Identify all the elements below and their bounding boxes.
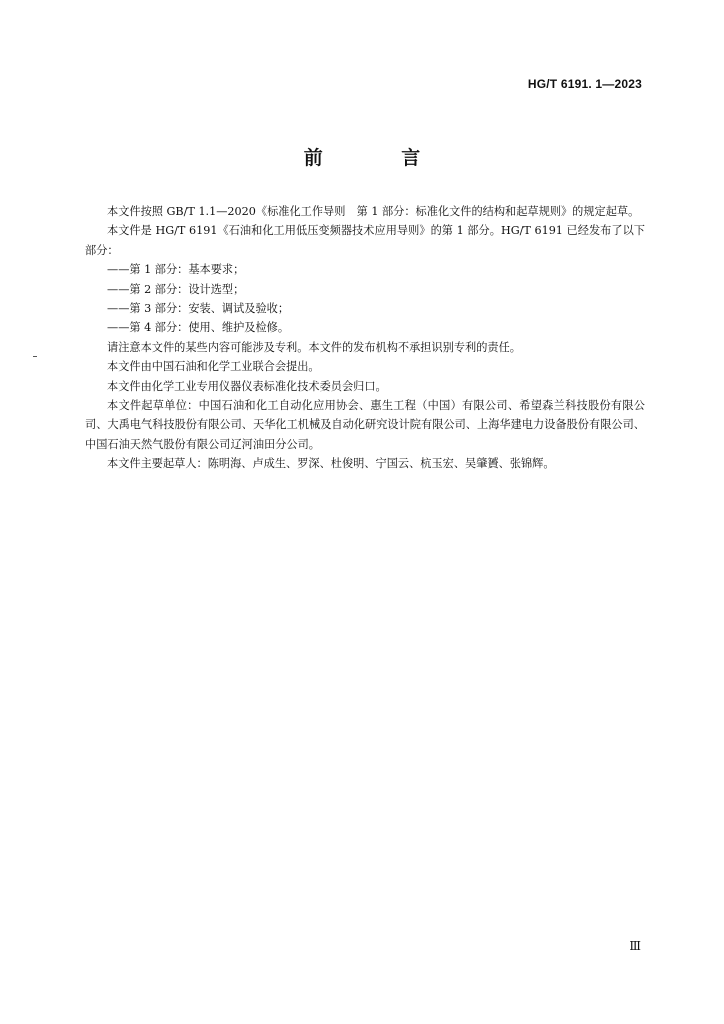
page-number: Ⅲ xyxy=(629,939,641,953)
paragraph-series-intro: 本文件是 HG/T 6191《石油和化工用低压变频器技术应用导则》的第 1 部分。HG/T 6191 已经发布了以下部分： xyxy=(85,224,645,257)
standard-code: HG/T 6191. 1—2023 xyxy=(527,77,642,91)
preface-body xyxy=(85,202,645,474)
list-item-part-2: ——第 2 部分：设计选型； xyxy=(107,282,245,296)
list-item-part-1: ——第 1 部分：基本要求； xyxy=(107,263,245,277)
paragraph-proposer: 本文件由中国石油和化学工业联合会提出。 xyxy=(107,360,320,374)
paragraph-drafting-units: 本文件起草单位：中国石油和化工自动化应用协会、惠生工程（中国）有限公司、希望森兰科技股份有限公司、大禹电气科技股份有限公司、天华化工机械及自动化研究设计院有限公司、上海华建电力设备股份有限公司、中国石油天然气股份有限公司辽河油田分公司。 xyxy=(85,399,645,451)
margin-mark xyxy=(33,356,37,357)
list-item-part-3: ——第 3 部分：安装、调试及验收； xyxy=(107,302,290,316)
list-item-part-4: ——第 4 部分：使用、维护及检修。 xyxy=(107,321,290,335)
paragraph-patent-notice: 请注意本文件的某些内容可能涉及专利。本文件的发布机构不承担识别专利的责任。 xyxy=(107,340,521,354)
paragraph-drafting-rules: 本文件按照 GB/T 1.1—2020《标准化工作导则 第 1 部分：标准化文件的结构和起草规则》的规定起草。 xyxy=(107,205,640,218)
page-title: 前 言 xyxy=(303,147,457,169)
paragraph-committee: 本文件由化学工业专用仪器仪表标准化技术委员会归口。 xyxy=(107,379,387,393)
paragraph-drafters: 本文件主要起草人：陈明海、卢成生、罗深、杜俊明、宁国云、杭玉宏、吴肇贇、张锦辉。 xyxy=(107,457,555,471)
